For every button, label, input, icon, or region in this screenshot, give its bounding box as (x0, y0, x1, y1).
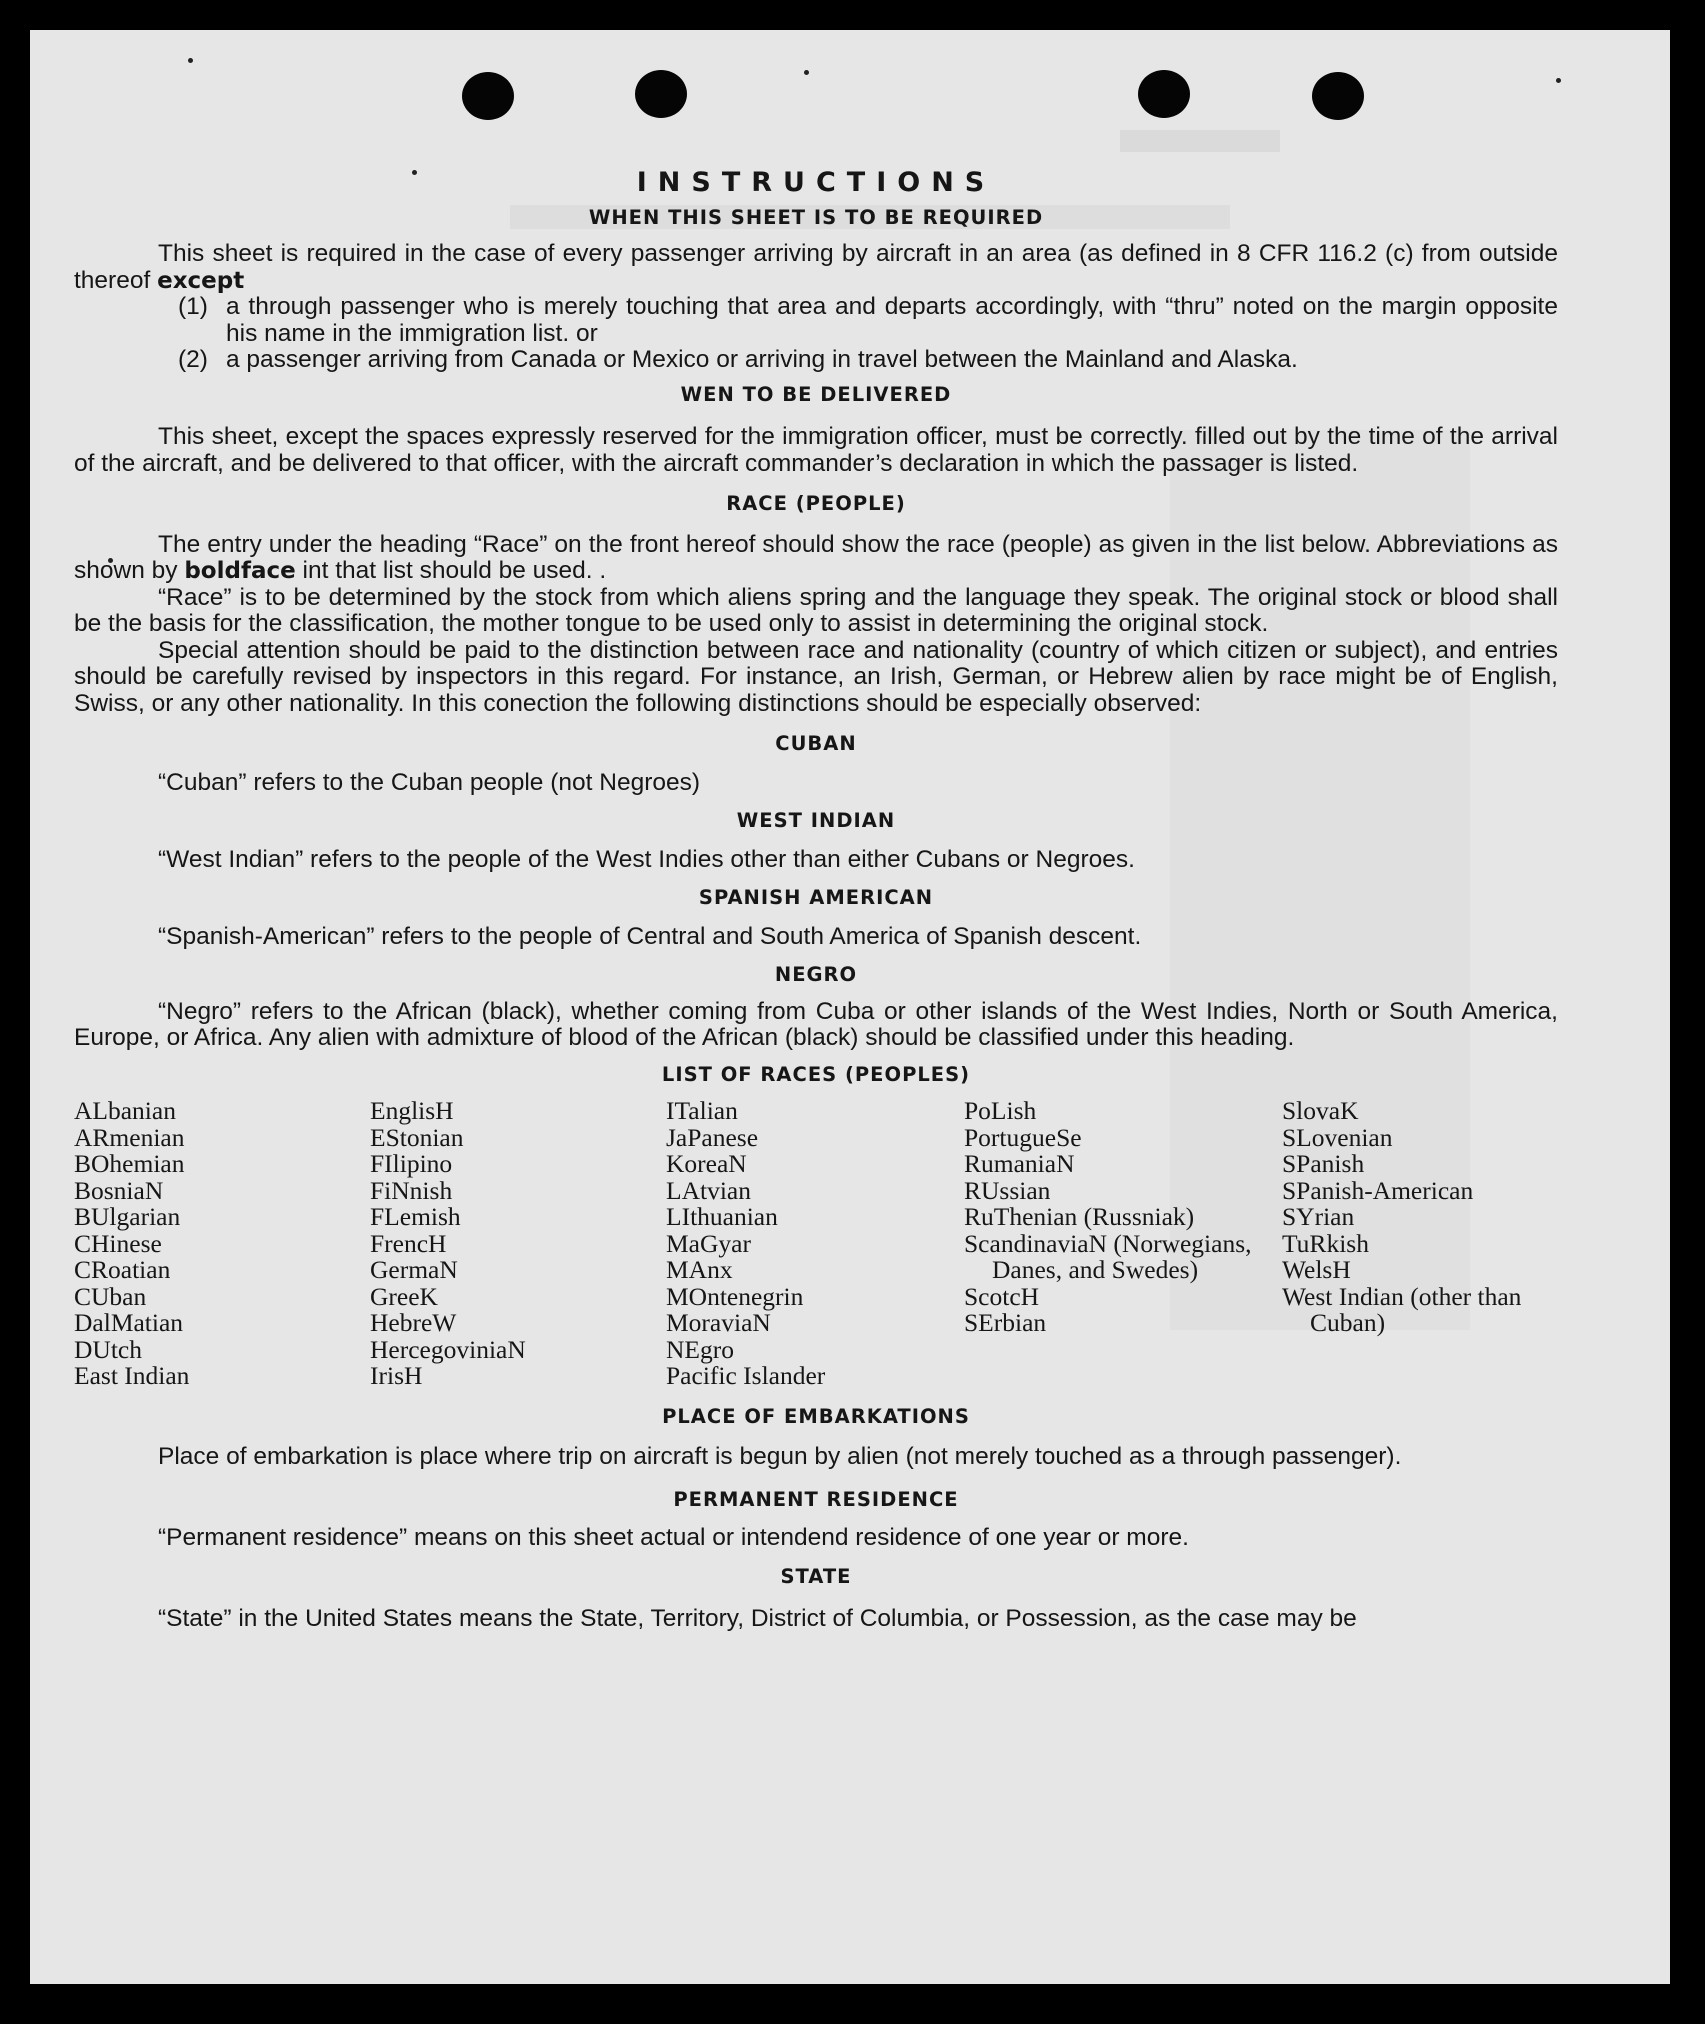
residence-text: “Permanent residence” means on this sheet actual or intendend residence of one year or more. (158, 1524, 1189, 1551)
race-entry: DalMatian (74, 1308, 184, 1337)
race-entry: RumaniaN (964, 1149, 1075, 1178)
race-entry: BOhemian (74, 1149, 185, 1178)
race-entry: MOntenegrin (666, 1281, 804, 1311)
races-list (74, 1098, 1558, 1390)
race-entry: KoreaN (666, 1149, 747, 1178)
race-entry: SPanish-American (1282, 1175, 1474, 1205)
race-entry: SlovaK (1282, 1096, 1359, 1125)
speck (1556, 78, 1561, 83)
race-entry: HercegoviniaN (370, 1334, 526, 1364)
page-title: INSTRUCTIONS (636, 167, 996, 198)
race-entry: East Indian (74, 1361, 190, 1390)
race-entry: MAnx (666, 1255, 733, 1284)
exception-number: (2) (178, 346, 208, 373)
race-entry: MoraviaN (666, 1308, 771, 1337)
race-p1-text-a: The entry under the heading “Race” on the front hereof should show the race (people) as given in the list below. Abbreviations as shown by (74, 530, 1558, 584)
heading-when-required: WHEN THIS SHEET IS TO BE REQUIRED (588, 205, 1044, 229)
speck (804, 70, 809, 75)
race-entry: ALbanian (74, 1096, 176, 1125)
show-through (1120, 130, 1280, 152)
race-entry: SPanish (1282, 1149, 1365, 1178)
race-entry: LAtvian (666, 1175, 751, 1205)
race-entry: FrencH (370, 1228, 447, 1258)
heading-state: STATE (780, 1564, 852, 1588)
race-entry: EStonian (370, 1122, 464, 1152)
exception-text: a passenger arriving from Canada or Mexico or arriving in travel between the Mainland and Alaska. (226, 346, 1298, 373)
race-entry: JaPanese (666, 1122, 759, 1152)
race-entry: Pacific Islander (666, 1361, 826, 1390)
race-entry: RuThenian (Russniak) (964, 1202, 1195, 1231)
instructions-content (74, 167, 1558, 1633)
race-entry: GreeK (370, 1281, 438, 1311)
punch-hole (635, 70, 687, 118)
race-paragraph-3: Special attention should be paid to the distinction between race and nationality (country of which citizen or subject), and entries should be carefully revised by inspectors in this regard. For instance, an Irish, German, or Hebrew alien by race might be of English, Swiss, or any other nationality. In this conection the following distinctions should be especially observed: (74, 636, 1558, 717)
race-entry: SYrian (1282, 1202, 1355, 1231)
embarkation-text: Place of embarkation is place where trip on aircraft is begun by alien (not merely touched as a through passenger). (158, 1443, 1402, 1470)
document-page (30, 30, 1670, 1984)
punch-hole (1312, 72, 1364, 120)
punch-hole (1138, 70, 1190, 118)
punch-hole (462, 72, 514, 120)
race-entry: PoLish (964, 1096, 1037, 1125)
exception-item (178, 347, 1558, 374)
race-entry: RUssian (964, 1175, 1051, 1205)
heading-cuban: CUBAN (775, 732, 857, 755)
heading-west-indian: WEST INDIAN (736, 809, 896, 832)
west-indian-text: “West Indian” refers to the people of the West Indies other than either Cubans or Negroes. (158, 845, 1135, 873)
negro-text: “Negro” refers to the African (black), whether coming from Cuba or other islands of the West Indies, North or South America, Europe, or Africa. Any alien with admixture of blood of the African (black) should be classified under this heading. (74, 997, 1558, 1051)
races-column (666, 1098, 964, 1390)
required-intro-bold: except (157, 267, 245, 294)
race-entry: CRoatian (74, 1255, 171, 1284)
heading-permanent-residence: PERMANENT RESIDENCE (673, 1487, 959, 1511)
race-entry: CHinese (74, 1228, 162, 1258)
races-column (1282, 1098, 1542, 1390)
exception-item (178, 294, 1558, 347)
race-entry: ScandinaviaN (Norwegians, Danes, and Swedes) (964, 1228, 1252, 1284)
delivered-text: This sheet, except the spaces expressly reserved for the immigration officer, must be correctly. filled out by the time of the arrival of the aircraft, and be delivered to that officer, with the aircraft commander’s declaration in which the passager is listed. (74, 423, 1558, 477)
speck (188, 58, 193, 63)
race-entry: FiNnish (370, 1175, 453, 1205)
races-column (370, 1098, 666, 1390)
races-column (964, 1098, 1282, 1390)
race-entry: SErbian (964, 1308, 1047, 1337)
race-entry: CUban (74, 1281, 147, 1311)
heading-list-of-races: LIST OF RACES (PEOPLES) (661, 1062, 971, 1086)
heading-negro: NEGRO (774, 963, 858, 986)
state-text: “State” in the United States means the State, Territory, District of Columbia, or Possession, as the case may be (158, 1605, 1357, 1632)
race-p1-text-b: int that list should be used. . (302, 557, 607, 584)
race-entry: EnglisH (370, 1096, 454, 1125)
race-entry: PortugueSe (964, 1122, 1082, 1152)
race-paragraph-2: “Race” is to be determined by the stock from which aliens spring and the language they speak. The original stock or blood shall be the basis for the classification, the mother tongue to be used only to assist in determining the original stock. (74, 583, 1558, 637)
race-entry: NEgro (666, 1334, 734, 1364)
races-column (74, 1098, 370, 1390)
race-entry: TuRkish (1282, 1228, 1369, 1258)
race-entry: LIthuanian (666, 1202, 778, 1231)
race-entry: BosniaN (74, 1175, 164, 1205)
exception-text: a through passenger who is merely touching that area and departs accordingly, with “thru” noted on the margin opposite his name in the immigration list. or (226, 293, 1558, 347)
heading-when-delivered: WEN TO BE DELIVERED (680, 382, 952, 406)
heading-race: RACE (PEOPLE) (726, 492, 906, 515)
race-entry: SLovenian (1282, 1122, 1393, 1152)
race-entry: GermaN (370, 1255, 458, 1284)
cuban-text: “Cuban” refers to the Cuban people (not Negroes) (158, 768, 701, 796)
race-entry: ITalian (666, 1096, 738, 1125)
race-entry: ScotcH (964, 1281, 1040, 1311)
race-entry: DUtch (74, 1334, 142, 1364)
race-entry: BUlgarian (74, 1202, 181, 1231)
required-intro-text: This sheet is required in the case of every passenger arriving by aircraft in an area (as defined in 8 CFR 116.2 (c) from outside thereof (74, 240, 1558, 294)
race-entry: WelsH (1282, 1255, 1351, 1284)
race-paragraph-1 (74, 532, 1558, 585)
race-entry: HebreW (370, 1308, 457, 1337)
exception-number: (1) (178, 293, 208, 320)
spanish-american-text: “Spanish-American” refers to the people of Central and South America of Spanish descent. (158, 922, 1142, 950)
heading-spanish-american: SPANISH AMERICAN (698, 886, 934, 909)
race-entry: West Indian (other than Cuban) (1282, 1281, 1522, 1337)
required-intro (74, 241, 1558, 294)
race-entry: FLemish (370, 1202, 461, 1231)
race-entry: IrisH (370, 1361, 423, 1390)
heading-embarkation: PLACE OF EMBARKATIONS (662, 1404, 970, 1428)
race-entry: ARmenian (74, 1122, 185, 1152)
race-p1-bold: boldface (184, 558, 296, 584)
race-entry: FIlipino (370, 1149, 453, 1178)
race-entry: MaGyar (666, 1228, 751, 1258)
